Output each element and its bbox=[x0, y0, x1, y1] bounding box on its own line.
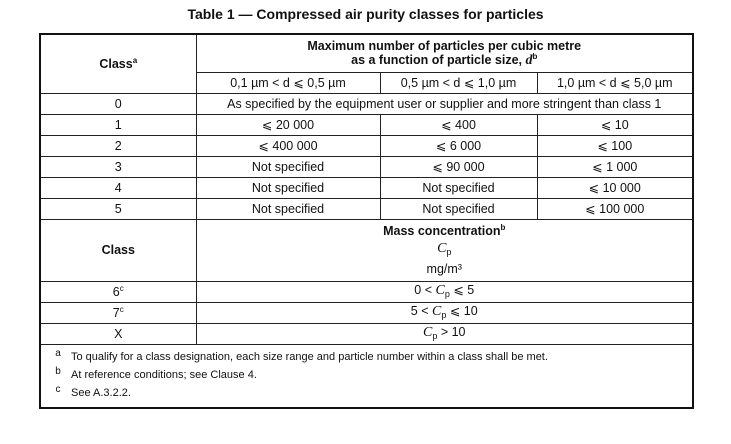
mass-concentration-header bbox=[196, 219, 693, 281]
range-symbol-sub: p bbox=[432, 330, 438, 341]
class-cell bbox=[40, 323, 196, 344]
size-symbol: d bbox=[525, 52, 533, 68]
mass-range-cell bbox=[196, 281, 693, 302]
value-cell: ⩽ 400 bbox=[380, 114, 537, 135]
class-number: 6 bbox=[112, 284, 120, 299]
mass-range-cell bbox=[196, 323, 693, 344]
footnote-letter: a bbox=[55, 347, 61, 359]
class-header bbox=[40, 34, 196, 93]
class-0-cell: 0 bbox=[40, 93, 196, 114]
footnote-text: To qualify for a class designation, each size range and particle number within a class shall be met. bbox=[71, 350, 548, 363]
footnote-letter: b bbox=[55, 365, 61, 377]
footnote-text: See A.3.2.2. bbox=[71, 386, 131, 399]
footnote-letter: c bbox=[55, 383, 61, 395]
class-cell bbox=[40, 302, 196, 323]
value-cell: ⩽ 1 000 bbox=[537, 156, 693, 177]
class-header-label: Class bbox=[99, 56, 133, 71]
value-cell: Not specified bbox=[380, 198, 537, 219]
range-suffix: > 10 bbox=[437, 324, 466, 339]
table-row bbox=[40, 114, 693, 135]
class-cell: 1 bbox=[40, 114, 196, 135]
table-row bbox=[40, 156, 693, 177]
value-cell: Not specified bbox=[196, 156, 380, 177]
footnote-a bbox=[41, 348, 692, 366]
mass-range-cell bbox=[196, 302, 693, 323]
footnote-c bbox=[41, 384, 692, 402]
range-prefix: 5 < bbox=[410, 303, 432, 318]
class-number: 7 bbox=[112, 305, 120, 320]
range-suffix: ⩽ 10 bbox=[446, 303, 478, 318]
class-cell bbox=[40, 281, 196, 302]
value-cell: ⩽ 100 000 bbox=[537, 198, 693, 219]
table-row bbox=[40, 135, 693, 156]
range-symbol: C bbox=[422, 324, 433, 340]
class-cell: 3 bbox=[40, 156, 196, 177]
range-header-1: 0,1 µm < d ⩽ 0,5 µm bbox=[196, 72, 380, 93]
range-prefix: 0 < bbox=[414, 282, 436, 297]
table-row bbox=[40, 198, 693, 219]
mass-symbol-sub: p bbox=[446, 247, 452, 257]
mass-symbol: C bbox=[437, 241, 447, 256]
value-cell: ⩽ 90 000 bbox=[380, 156, 537, 177]
table-caption: Table 1 — Compressed air purity classes for particles bbox=[187, 6, 544, 22]
mass-unit: mg/m³ bbox=[426, 262, 462, 276]
table-row bbox=[40, 323, 693, 344]
class-cell: 2 bbox=[40, 135, 196, 156]
max-particles-line1: Maximum number of particles per cubic metre bbox=[307, 38, 582, 53]
value-cell: Not specified bbox=[380, 177, 537, 198]
value-cell: ⩽ 20 000 bbox=[196, 114, 380, 135]
class-footnote: c bbox=[119, 283, 124, 293]
range-symbol-sub: p bbox=[444, 288, 450, 299]
footnote-b bbox=[41, 366, 692, 384]
value-cell: ⩽ 10 bbox=[537, 114, 693, 135]
range-symbol: C bbox=[432, 303, 442, 319]
class-header-footnote: a bbox=[132, 55, 138, 65]
mass-title: Mass concentration bbox=[383, 224, 501, 238]
value-cell: ⩽ 6 000 bbox=[380, 135, 537, 156]
range-suffix: ⩽ 5 bbox=[449, 282, 475, 297]
value-cell: ⩽ 10 000 bbox=[537, 177, 693, 198]
table-row bbox=[40, 281, 693, 302]
value-cell: Not specified bbox=[196, 177, 380, 198]
value-cell: ⩽ 400 000 bbox=[196, 135, 380, 156]
table-row bbox=[40, 302, 693, 323]
value-cell: Not specified bbox=[196, 198, 380, 219]
range-header-3: 1,0 µm < d ⩽ 5,0 µm bbox=[537, 72, 693, 93]
range-symbol: C bbox=[435, 282, 445, 298]
range-symbol-sub: p bbox=[441, 309, 447, 320]
table-row bbox=[40, 177, 693, 198]
purity-classes-table bbox=[39, 33, 694, 409]
max-particles-line2: as a function of particle size, bbox=[351, 52, 526, 67]
max-particles-header bbox=[196, 34, 693, 72]
footnotes-cell bbox=[40, 344, 693, 408]
range-header-2: 0,5 µm < d ⩽ 1,0 µm bbox=[380, 72, 537, 93]
class-footnote: c bbox=[119, 304, 124, 314]
class-number: X bbox=[114, 326, 123, 341]
mass-class-header: Class bbox=[40, 219, 196, 281]
class-cell: 4 bbox=[40, 177, 196, 198]
class-cell: 5 bbox=[40, 198, 196, 219]
value-cell: ⩽ 100 bbox=[537, 135, 693, 156]
size-footnote: b bbox=[532, 51, 538, 61]
class-0-description: As specified by the equipment user or supplier and more stringent than class 1 bbox=[196, 93, 693, 114]
mass-title-footnote: b bbox=[500, 223, 506, 232]
footnote-text: At reference conditions; see Clause 4. bbox=[71, 368, 257, 381]
